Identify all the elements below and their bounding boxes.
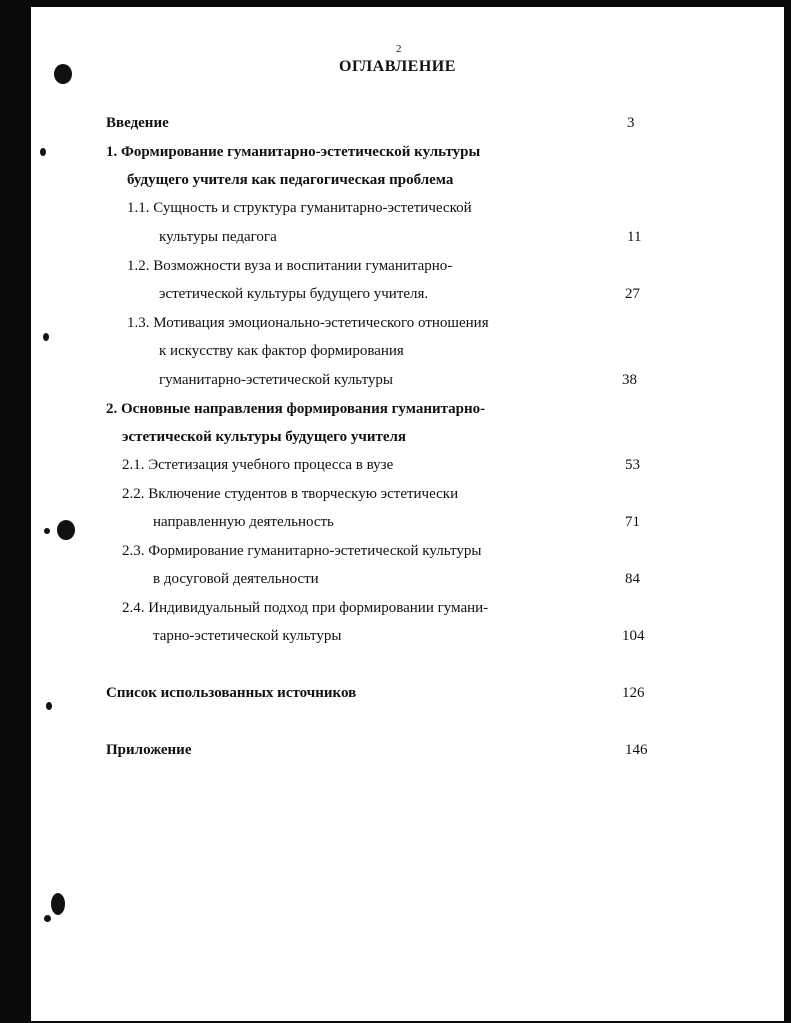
- ink-blot: [51, 893, 65, 915]
- page-number: 2: [396, 43, 402, 55]
- toc-sources-page: 126: [622, 685, 645, 701]
- page-title: ОГЛАВЛЕНИЕ: [339, 58, 456, 75]
- toc-ch1-title-line1: 1. Формирование гуманитарно-эстетической культуры: [106, 144, 481, 160]
- ink-blot: [54, 64, 72, 84]
- toc-1-2-line1: 1.2. Возможности вуза и воспитании гуманитарно-: [127, 258, 453, 274]
- ink-blot: [44, 915, 51, 922]
- ink-blot: [43, 333, 49, 341]
- toc-appendix-title: Приложение: [106, 742, 192, 758]
- toc-2-2-line2: направленную деятельность: [153, 514, 334, 530]
- toc-2-4-line2: тарно-эстетической культуры: [153, 628, 342, 644]
- toc-2-2-page: 71: [625, 514, 640, 530]
- toc-2-4-line1: 2.4. Индивидуальный подход при формировании гумани-: [122, 600, 489, 616]
- toc-1-3-line1: 1.3. Мотивация эмоционально-эстетического отношения: [127, 315, 489, 331]
- toc-appendix-page: 146: [625, 742, 648, 758]
- toc-1-3-page: 38: [622, 372, 637, 388]
- toc-2-3-line2: в досуговой деятельности: [153, 571, 319, 587]
- toc-1-3-line3: гуманитарно-эстетической культуры: [159, 372, 394, 388]
- ink-blot: [57, 520, 75, 540]
- toc-intro-title: Введение: [106, 115, 169, 131]
- toc-1-2-page: 27: [625, 286, 640, 302]
- ink-blot: [40, 148, 46, 156]
- toc-2-3-page: 84: [625, 571, 640, 587]
- toc-intro-page: 3: [627, 115, 635, 131]
- toc-2-1-line1: 2.1. Эстетизация учебного процесса в вузе: [122, 457, 394, 473]
- toc-2-2-line1: 2.2. Включение студентов в творческую эстетически: [122, 486, 459, 502]
- ink-blot: [46, 702, 52, 710]
- toc-sources-title: Список использованных источников: [106, 685, 357, 701]
- toc-1-2-line2: эстетической культуры будущего учителя.: [159, 286, 429, 302]
- toc-2-1-page: 53: [625, 457, 640, 473]
- toc-1-3-line2: к искусству как фактор формирования: [159, 343, 404, 359]
- toc-1-1-line2: культуры педагога: [159, 229, 277, 245]
- toc-1-1-page: 11: [627, 229, 642, 245]
- ink-blot: [44, 528, 50, 534]
- toc-ch2-title-line1: 2. Основные направления формирования гуманитарно-: [106, 401, 486, 417]
- toc-ch1-title-line2: будущего учителя как педагогическая проблема: [127, 172, 454, 188]
- toc-1-1-line1: 1.1. Сущность и структура гуманитарно-эстетической: [127, 200, 472, 216]
- toc-2-4-page: 104: [622, 628, 645, 644]
- toc-ch2-title-line2: эстетической культуры будущего учителя: [122, 429, 407, 445]
- toc-2-3-line1: 2.3. Формирование гуманитарно-эстетической культуры: [122, 543, 482, 559]
